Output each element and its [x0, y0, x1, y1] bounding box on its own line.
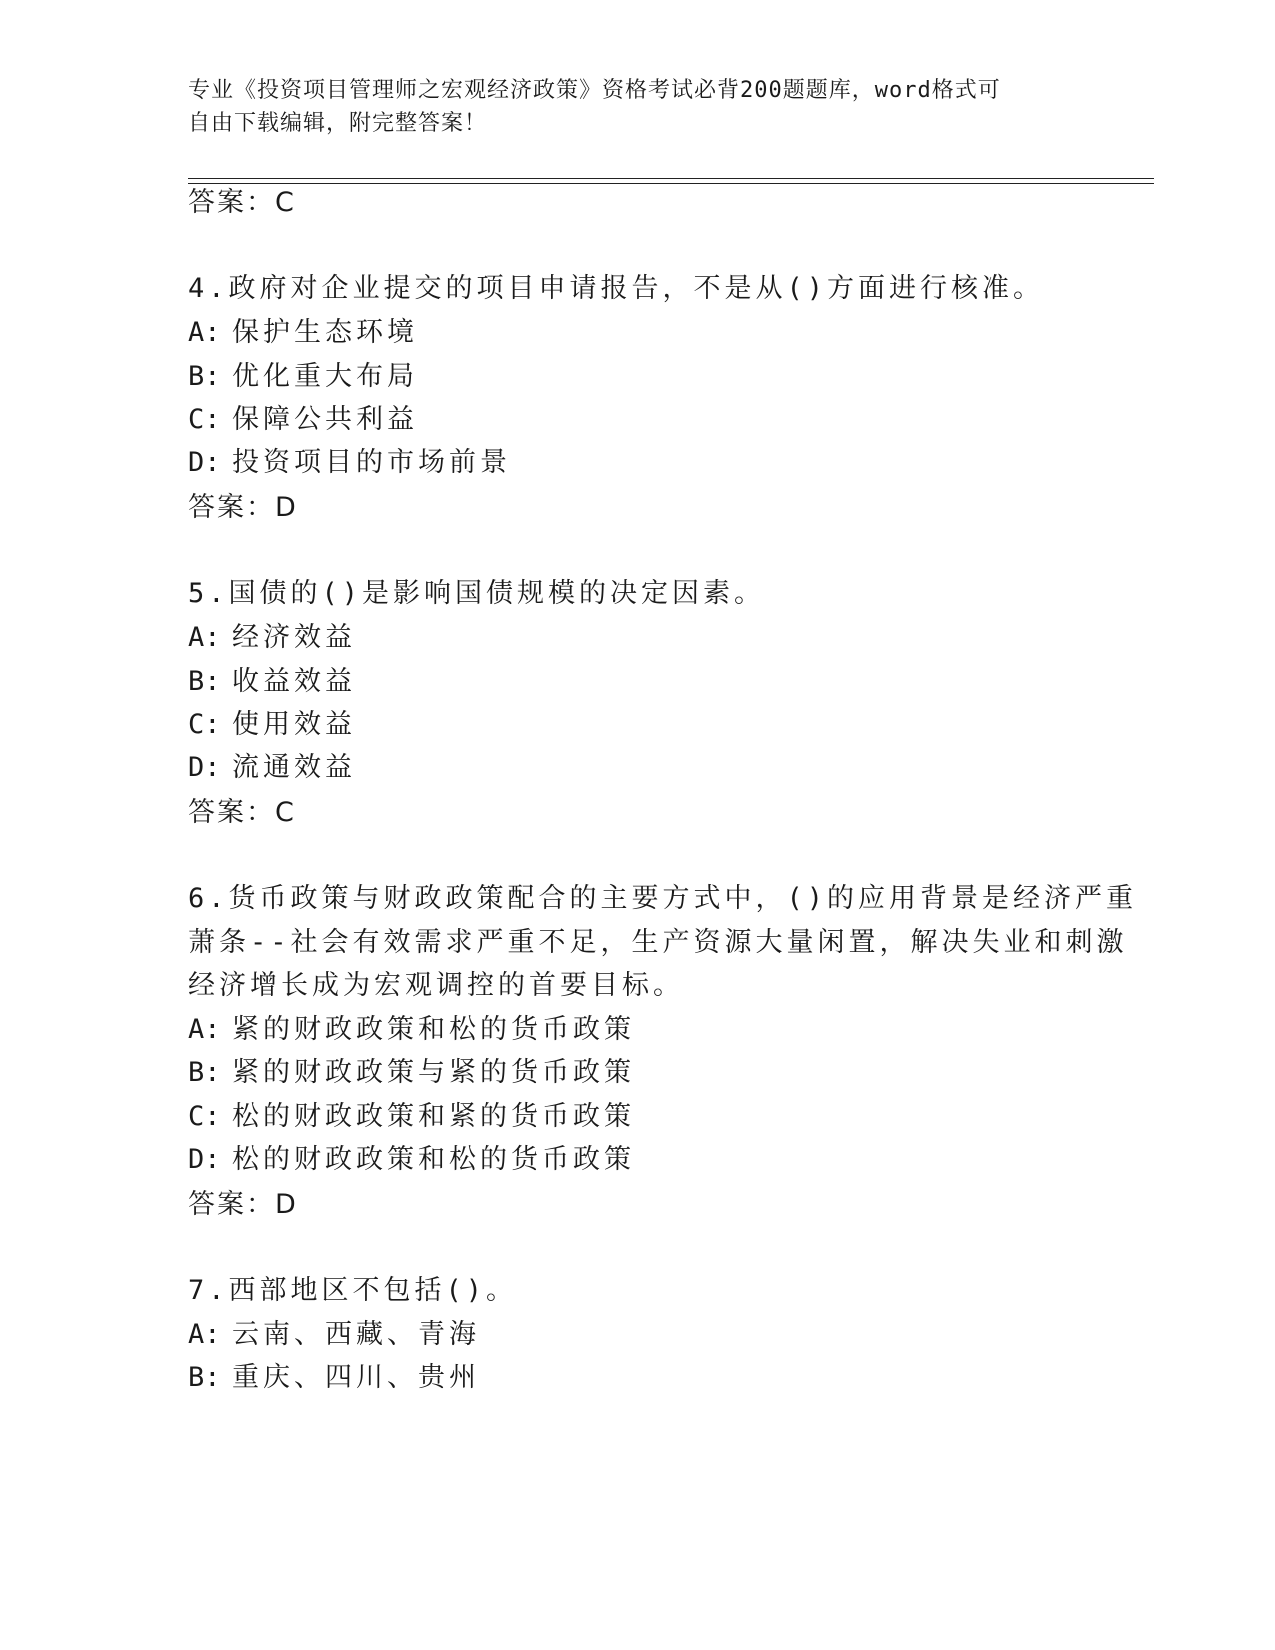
- option-letter: D:: [188, 1144, 221, 1175]
- question-4-stem: 4.政府对企业提交的项目申请报告，不是从()方面进行核准。: [188, 273, 1045, 304]
- header-line-2: 自由下载编辑，附完整答案！: [188, 111, 488, 136]
- option-text: 收益效益: [232, 666, 356, 697]
- option-letter: C:: [188, 709, 221, 740]
- option-text: 投资项目的市场前景: [232, 447, 511, 478]
- question-4-option-c: [188, 403, 418, 437]
- option-letter: D:: [188, 752, 221, 783]
- question-6-option-c: [188, 1100, 635, 1134]
- question-4-option-d: [188, 446, 511, 480]
- question-6-stem-line-3: 经济增长成为宏观调控的首要目标。: [188, 970, 684, 1001]
- option-letter: C:: [188, 404, 221, 435]
- header-divider: [188, 178, 1154, 184]
- question-7-stem: 7.西部地区不包括()。: [188, 1275, 518, 1306]
- question-5-option-b: [188, 665, 356, 699]
- option-text: 流通效益: [232, 752, 356, 783]
- option-text: 优化重大布局: [232, 361, 418, 392]
- option-letter: A:: [188, 1014, 221, 1045]
- option-text: 松的财政政策和紧的货币政策: [232, 1101, 635, 1132]
- document-header: [188, 74, 1068, 140]
- question-5-option-c: [188, 708, 356, 742]
- question-6-option-a: [188, 1013, 635, 1047]
- option-text: 保障公共利益: [232, 404, 418, 435]
- option-letter: B:: [188, 361, 221, 392]
- question-6-stem-line-1: 6.货币政策与财政政策配合的主要方式中，()的应用背景是经济严重: [188, 883, 1138, 914]
- option-letter: A:: [188, 1319, 221, 1350]
- answer-q6: 答案：D: [188, 1189, 298, 1220]
- option-letter: B:: [188, 666, 221, 697]
- question-7-option-b: [188, 1361, 480, 1395]
- question-5-option-d: [188, 751, 356, 785]
- question-6-stem-line-2: 萧条--社会有效需求严重不足，生产资源大量闲置，解决失业和刺激: [188, 927, 1128, 958]
- header-line-1: 专业《投资项目管理师之宏观经济政策》资格考试必背200题题库，word格式可: [188, 78, 1001, 103]
- option-letter: A:: [188, 622, 221, 653]
- option-letter: C:: [188, 1101, 221, 1132]
- question-4-option-b: [188, 360, 418, 394]
- question-6-option-b: [188, 1056, 635, 1090]
- option-letter: A:: [188, 317, 221, 348]
- question-5-option-a: [188, 621, 356, 655]
- answer-q3: 答案：C: [188, 187, 296, 218]
- option-text: 经济效益: [232, 622, 356, 653]
- option-text: 松的财政政策和松的货币政策: [232, 1144, 635, 1175]
- option-text: 紧的财政政策和松的货币政策: [232, 1014, 635, 1045]
- option-text: 重庆、四川、贵州: [232, 1362, 480, 1393]
- option-text: 紧的财政政策与紧的货币政策: [232, 1057, 635, 1088]
- question-5-stem: 5.国债的()是影响国债规模的决定因素。: [188, 578, 766, 609]
- option-text: 保护生态环境: [232, 317, 418, 348]
- answer-q5: 答案：C: [188, 797, 296, 828]
- question-4-option-a: [188, 316, 418, 350]
- option-text: 云南、西藏、青海: [232, 1319, 480, 1350]
- option-letter: B:: [188, 1057, 221, 1088]
- question-6-option-d: [188, 1143, 635, 1177]
- question-7-option-a: [188, 1318, 480, 1352]
- answer-q4: 答案：D: [188, 492, 298, 523]
- option-letter: D:: [188, 447, 221, 478]
- option-letter: B:: [188, 1362, 221, 1393]
- option-text: 使用效益: [232, 709, 356, 740]
